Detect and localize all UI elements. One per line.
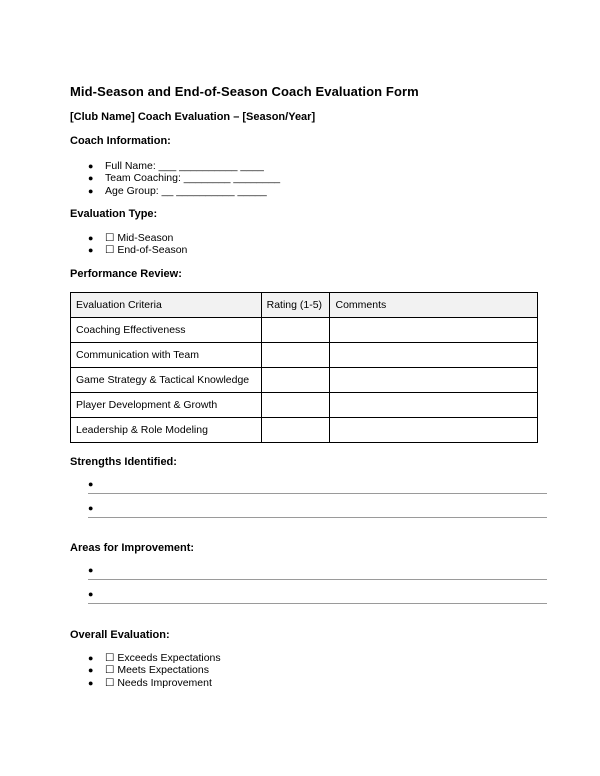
- table-row: [71, 318, 538, 343]
- improvement-line-2[interactable]: [88, 591, 547, 604]
- document-title: Mid-Season and End-of-Season Coach Evaluation Form: [70, 84, 419, 99]
- rating-cell[interactable]: [261, 393, 330, 418]
- performance-review-table: [70, 292, 538, 443]
- evaluation-type-list: [70, 232, 187, 257]
- column-header: Rating (1-5): [261, 293, 330, 318]
- option-label: End-of-Season: [117, 244, 188, 257]
- checkbox-icon[interactable]: ☐: [105, 664, 115, 677]
- list-item: [70, 172, 280, 184]
- strength-line-1[interactable]: [88, 481, 547, 494]
- table-row: [71, 393, 538, 418]
- checkbox-icon[interactable]: ☐: [105, 676, 115, 689]
- strengths-heading: Strengths Identified:: [70, 456, 177, 468]
- list-item: [70, 244, 187, 256]
- performance-review-heading: Performance Review:: [70, 268, 182, 280]
- criteria-cell: Coaching Effectiveness: [71, 318, 262, 343]
- comments-cell[interactable]: [330, 393, 538, 418]
- checkbox-icon[interactable]: ☐: [105, 232, 115, 244]
- criteria-cell: Game Strategy & Tactical Knowledge: [71, 368, 262, 393]
- checkbox-icon[interactable]: ☐: [105, 652, 115, 664]
- bullet-icon: ●: [88, 653, 94, 663]
- criteria-cell: Player Development & Growth: [71, 393, 262, 418]
- improvement-heading: Areas for Improvement:: [70, 542, 195, 554]
- bullet-icon: ●: [88, 245, 94, 256]
- rating-cell[interactable]: [261, 318, 330, 343]
- bullet-icon: ●: [88, 185, 94, 196]
- option-label: Needs Improvement: [117, 676, 212, 689]
- option-label: Meets Expectations: [117, 664, 209, 677]
- list-item: [70, 185, 280, 197]
- bullet-icon: ●: [88, 233, 94, 243]
- table-row: [71, 343, 538, 368]
- bullet-icon: ●: [88, 479, 94, 489]
- list-item: [70, 677, 221, 689]
- comments-cell[interactable]: [330, 418, 538, 443]
- overall-evaluation-list: [70, 652, 221, 689]
- checkbox-icon[interactable]: ☐: [105, 244, 115, 257]
- comments-cell[interactable]: [330, 368, 538, 393]
- overall-evaluation-heading: Overall Evaluation:: [70, 629, 170, 641]
- list-item: [70, 232, 187, 244]
- evaluation-type-heading: Evaluation Type:: [70, 208, 158, 220]
- list-item: [70, 160, 280, 172]
- comments-cell[interactable]: [330, 343, 538, 368]
- option-label: Exceeds Expectations: [117, 652, 221, 664]
- column-header: Comments: [330, 293, 538, 318]
- criteria-cell: Leadership & Role Modeling: [71, 418, 262, 443]
- bullet-icon: ●: [88, 665, 94, 676]
- coach-info-heading: Coach Information:: [70, 135, 171, 147]
- full-name-field[interactable]: Full Name: ___ __________ ____: [105, 160, 264, 172]
- document-subtitle: [Club Name] Coach Evaluation – [Season/Year]: [70, 111, 316, 123]
- improvement-line-1[interactable]: [88, 567, 547, 580]
- strength-line-2[interactable]: [88, 505, 547, 518]
- option-label: Mid-Season: [117, 232, 174, 244]
- column-header: Evaluation Criteria: [71, 293, 262, 318]
- list-item: [70, 652, 221, 664]
- bullet-icon: ●: [88, 677, 94, 688]
- list-item: [70, 664, 221, 676]
- coach-info-list: [70, 160, 280, 197]
- rating-cell[interactable]: [261, 343, 330, 368]
- bullet-icon: ●: [88, 161, 94, 171]
- bullet-icon: ●: [88, 503, 94, 513]
- rating-cell[interactable]: [261, 418, 330, 443]
- rating-cell[interactable]: [261, 368, 330, 393]
- team-coaching-field[interactable]: Team Coaching: ________ ________: [105, 172, 281, 185]
- bullet-icon: ●: [88, 173, 94, 184]
- criteria-cell: Communication with Team: [71, 343, 262, 368]
- table-header-row: [71, 293, 538, 318]
- bullet-icon: ●: [88, 565, 94, 575]
- table-row: [71, 368, 538, 393]
- bullet-icon: ●: [88, 589, 94, 599]
- age-group-field[interactable]: Age Group: __ __________ _____: [105, 184, 267, 197]
- table-row: [71, 418, 538, 443]
- comments-cell[interactable]: [330, 318, 538, 343]
